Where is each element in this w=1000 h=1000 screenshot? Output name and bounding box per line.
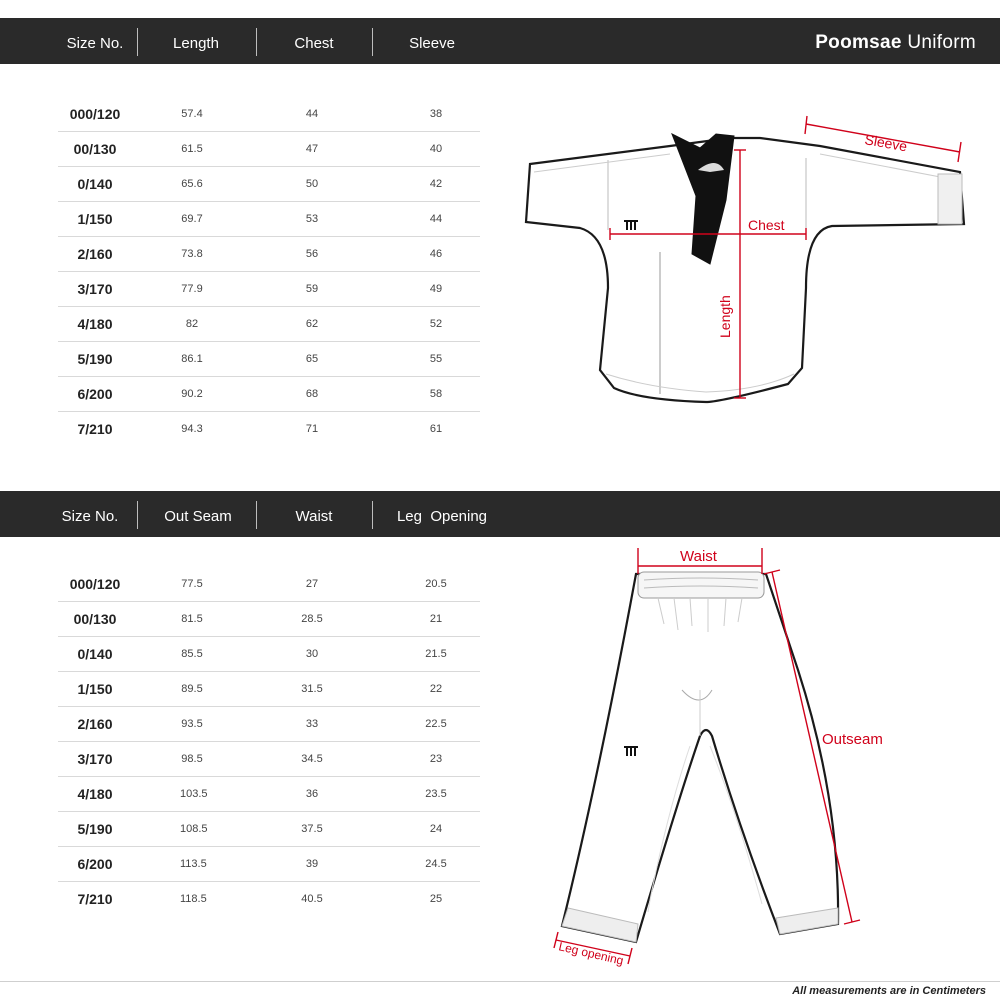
table-row: 6/200 113.5 39 24.5 [58,847,480,882]
table-row: 3/170 77.9 59 49 [58,272,480,307]
leg-opening-label: Leg opening [557,939,625,968]
header-divider [137,501,138,529]
table-row: 7/210 118.5 40.5 25 [77,891,443,907]
table-row: 2/160 73.8 56 46 [58,237,480,272]
table-row: 6/200 90.2 68 58 [58,377,480,412]
footer-divider [0,981,1000,982]
table-row: 1/150 69.7 53 44 [58,202,480,237]
pants-outline [562,574,838,942]
table-row: 000/120 57.4 44 38 [58,97,480,132]
header-divider [256,501,257,529]
top-size-table [58,97,480,446]
table-row: 0/140 65.6 50 42 [58,167,480,202]
table-row: 7/210 94.3 71 61 [77,421,443,437]
table-row: 00/130 61.5 47 40 [58,132,480,167]
table-row: 4/180 103.5 36 23.5 [58,777,480,812]
table-row: 5/190 108.5 37.5 24 [58,812,480,847]
header-chest: Chest [294,35,334,52]
brand-logo-icon [624,220,638,230]
table-row: 4/180 82 62 52 [58,307,480,342]
table-row: 0/140 85.5 30 21.5 [58,637,480,672]
brand-logo-icon [624,746,638,756]
pants-diagram [540,540,900,980]
table-row: 3/170 98.5 34.5 23 [58,742,480,777]
table-row: 1/150 89.5 31.5 22 [58,672,480,707]
top-header-bar [0,18,1000,64]
table-row: 5/190 86.1 65 55 [58,342,480,377]
header-divider [137,28,138,56]
header-size-no: Size No. [66,35,124,52]
table-row: 2/160 93.5 33 22.5 [58,707,480,742]
header-divider [372,28,373,56]
chest-label: Chest [748,217,785,233]
header-size-no: Size No. [61,508,119,525]
header-leg-opening: Leg Opening [396,508,488,525]
header-sleeve: Sleeve [409,35,455,52]
length-label: Length [717,295,733,338]
header-divider [256,28,257,56]
jacket-diagram [520,112,990,412]
header-divider [372,501,373,529]
table-row: 000/120 77.5 27 20.5 [58,567,480,602]
header-waist: Waist [295,508,333,525]
table-row: 00/130 81.5 28.5 21 [58,602,480,637]
brand-title: Poomsae Uniform [815,32,976,53]
bottom-size-table [58,567,480,916]
jacket-outline [526,138,964,402]
header-out-seam: Out Seam [164,508,232,525]
header-length: Length [173,35,219,52]
footer-note: All measurements are in Centimeters [792,985,986,997]
outseam-label: Outseam [822,731,883,748]
bottom-header-bar [0,491,1000,537]
waist-label: Waist [680,548,717,565]
sleeve-label: Sleeve [863,131,909,155]
